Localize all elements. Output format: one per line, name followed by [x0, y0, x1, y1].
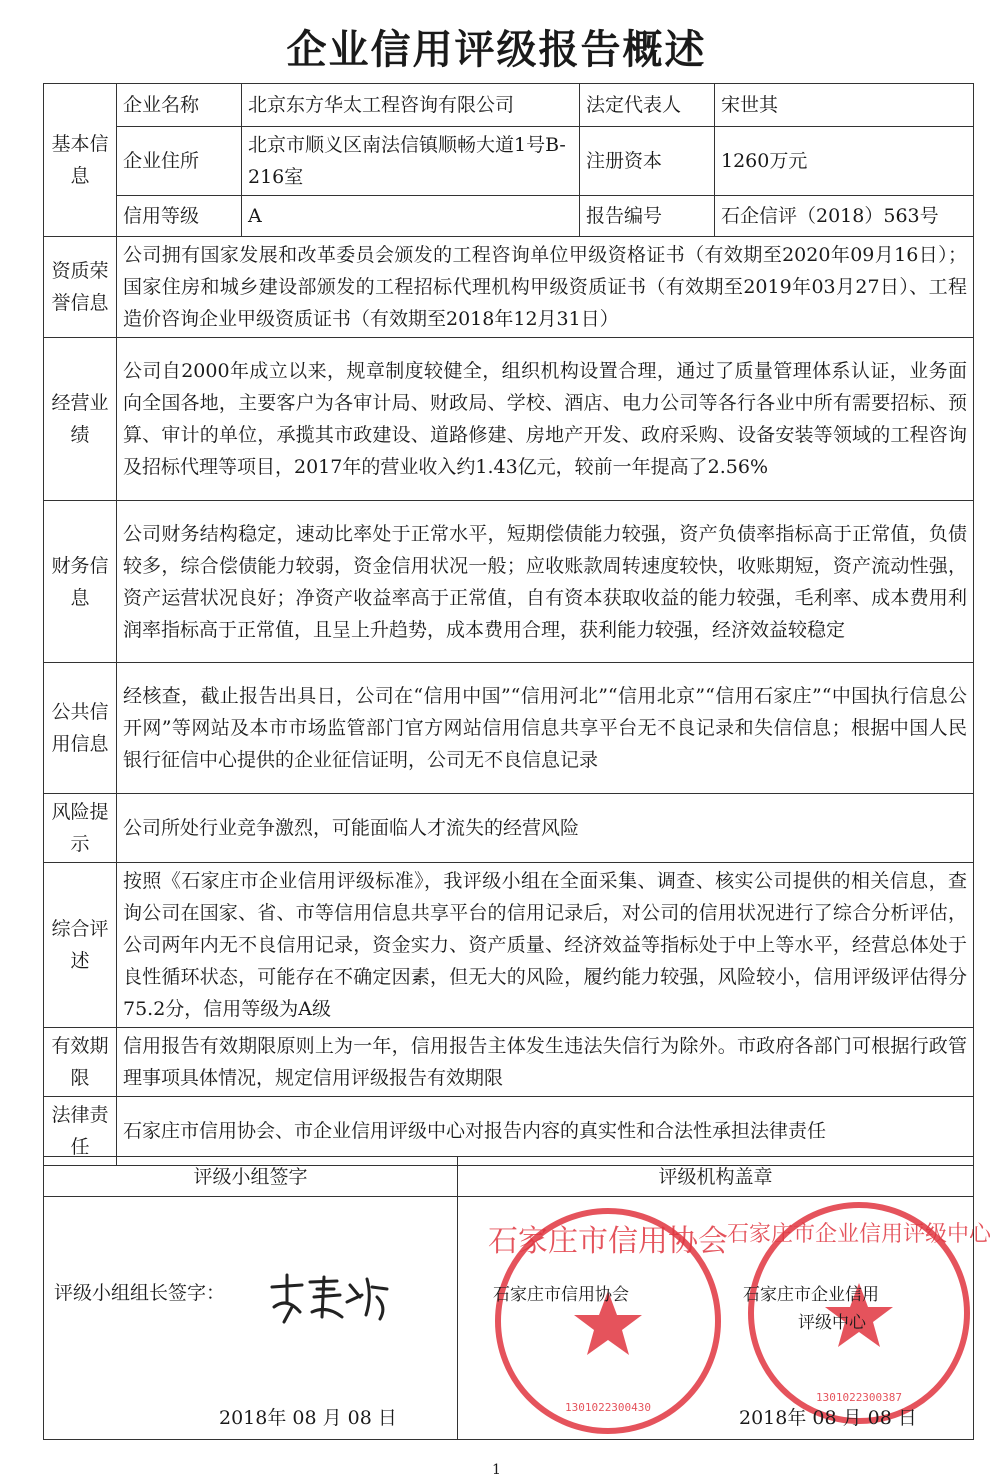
legal-text: 石家庄市信用协会、市企业信用评级中心对报告内容的真实性和合法性承担法律责任: [117, 1097, 974, 1166]
address-label: 企业住所: [117, 127, 242, 196]
seal2-number: 1301022300387: [815, 1391, 903, 1404]
document-title: 企业信用评级报告概述: [286, 26, 707, 73]
agency2-name-line1: 石家庄市企业信用: [743, 1285, 879, 1305]
risk-text: 公司所处行业竞争激烈，可能面临人才流失的经营风险: [117, 794, 974, 863]
signature-table: [43, 1156, 992, 1440]
section-risk: 风险提示: [44, 794, 117, 863]
seal-credit-association: [483, 1205, 733, 1437]
section-public-credit: 公共信用信息: [44, 663, 117, 794]
agency2-name-line2: 评级中心: [798, 1313, 866, 1333]
capital-label: 注册资本: [580, 127, 715, 196]
address-value: 北京市顺义区南法信镇顺畅大道1号B-216室: [242, 127, 580, 196]
summary-text: 按照《石家庄市企业信用评级标准》，我评级小组在全面采集、调查、核实公司提供的相关信息，查询公司在国家、省、市等信用信息共享平台的信用记录后，对公司的信用状况进行了综合分析评估，公司两年内无不良信用记录，资金实力、资产质量、经济效益等指标处于中上等水平，经营总体处于良性循环状态，可能存在不确定因素，但无大的风险，履约能力较强，风险较小，信用评级评估得分75.2分，信用等级为A级: [117, 863, 974, 1028]
agency-seal-cell: [458, 1197, 992, 1440]
seal1-arc-text: 石家庄市信用协会: [488, 1224, 728, 1259]
section-performance: 经营业绩: [44, 338, 117, 501]
legal-rep-value: 宋世其: [715, 84, 974, 127]
page-number: 1: [492, 1462, 501, 1478]
seal2-arc-text: 石家庄市企业信用评级中心: [726, 1222, 992, 1247]
agency-seal-header: 评级机构盖章: [458, 1157, 974, 1197]
leader-signature-label: 评级小组组长签字：: [54, 1282, 226, 1304]
company-name-value: 北京东方华太工程咨询有限公司: [242, 84, 580, 127]
seal1-number: 1301022300430: [564, 1401, 652, 1414]
section-qualification: 资质荣誉信息: [44, 237, 117, 338]
finance-text: 公司财务结构稳定，速动比率处于正常水平，短期偿债能力较强，资产负债率指标高于正常值，负债较多，综合偿债能力较弱，资金信用状况一般；应收账款周转速度较快，收账期短，资产流动性强，资产运营状况良好；净资产收益率高于正常值，自有资本获取收益的能力较强，毛利率、成本费用利润率指标高于正常值，且呈上升趋势，成本费用合理，获利能力较强，经济效益较稳定: [117, 501, 974, 663]
agency-date: 2018年 08 月 08 日: [739, 1407, 917, 1429]
legal-rep-label: 法定代表人: [580, 84, 715, 127]
report-no-value: 石企信评（2018）563号: [715, 196, 974, 237]
section-summary: 综合评述: [44, 863, 117, 1028]
team-date: 2018年 08 月 08 日: [219, 1407, 397, 1429]
capital-value: 1260万元: [715, 127, 974, 196]
team-signature-header: 评级小组签字: [44, 1157, 458, 1197]
agency1-name: 石家庄市信用协会: [493, 1285, 629, 1305]
handwritten-signature: [262, 1267, 392, 1337]
grade-label: 信用等级: [117, 196, 242, 237]
grade-value: A: [242, 196, 580, 237]
team-signature-cell: [44, 1197, 458, 1440]
performance-text: 公司自2000年成立以来，规章制度较健全，组织机构设置合理，通过了质量管理体系认证，业务面向全国各地，主要客户为各审计局、财政局、学校、酒店、电力公司等各行各业中所有需要招标、预算、审计的单位，承揽其市政建设、道路修建、房地产开发、政府采购、设备安装等领域的工程咨询及招标代理等项目，2017年的营业收入约1.43亿元，较前一年提高了2.56%: [117, 338, 974, 501]
validity-text: 信用报告有效期限原则上为一年，信用报告主体发生违法失信行为除外。市政府各部门可根据行政管理事项具体情况，规定信用评级报告有效期限: [117, 1028, 974, 1097]
section-validity: 有效期限: [44, 1028, 117, 1097]
company-name-label: 企业名称: [117, 84, 242, 127]
section-basic-info: 基本信息: [44, 84, 117, 237]
report-table: [43, 83, 974, 1166]
section-legal: 法律责任: [44, 1097, 117, 1166]
report-no-label: 报告编号: [580, 196, 715, 237]
section-finance: 财务信息: [44, 501, 117, 663]
qualification-text: 公司拥有国家发展和改革委员会颁发的工程咨询单位甲级资格证书（有效期至2020年09月16日）；国家住房和城乡建设部颁发的工程招标代理机构甲级资质证书（有效期至2019年03月27日）、工程造价咨询企业甲级资质证书（有效期至2018年12月31日）: [117, 237, 974, 338]
public-credit-text: 经核查，截止报告出具日，公司在“信用中国”“信用河北”“信用北京”“信用石家庄”“中国执行信息公开网”等网站及本市市场监管部门官方网站信用信息共享平台无不良记录和失信信息；根据中国人民银行征信中心提供的企业征信证明，公司无不良信息记录: [117, 663, 974, 794]
